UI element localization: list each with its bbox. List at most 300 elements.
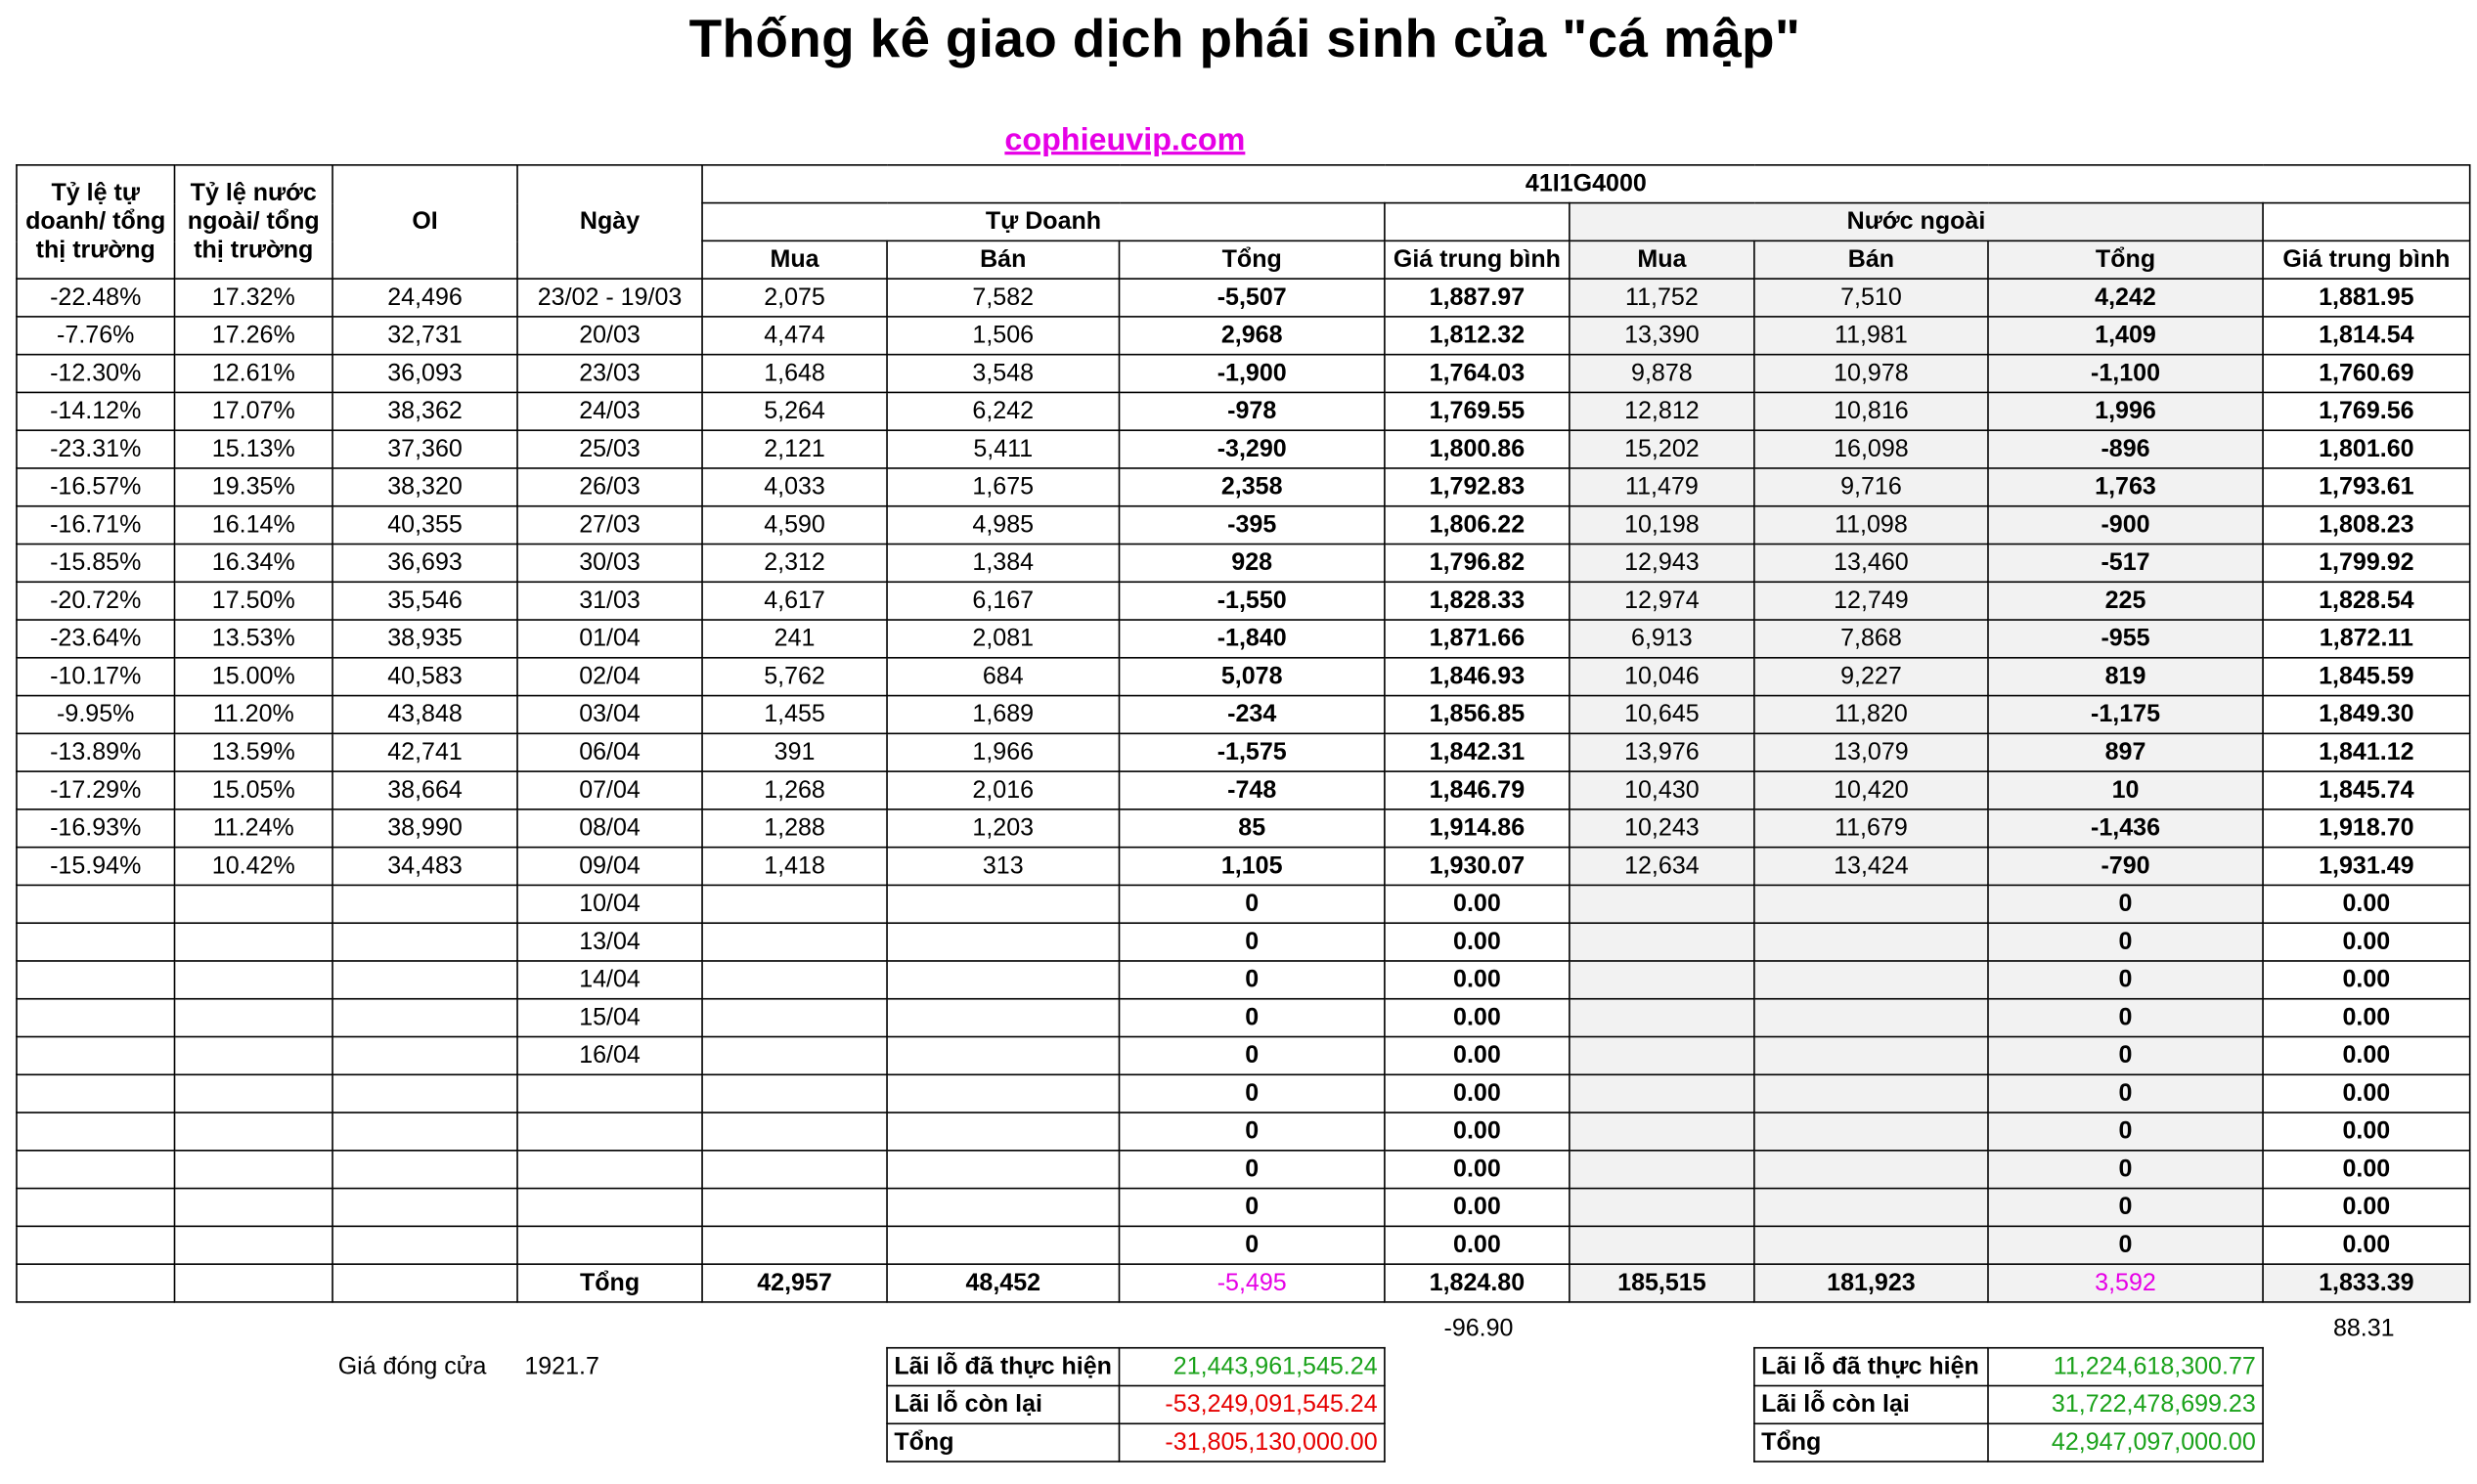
table-row bbox=[17, 1226, 2470, 1264]
cell-nn-gia-tb: 0.00 bbox=[2263, 923, 2470, 961]
cell-td-tong: 2,358 bbox=[1120, 468, 1385, 506]
cell-td-gia-tb: 1,769.55 bbox=[1385, 392, 1570, 430]
table-row bbox=[17, 1113, 2470, 1151]
cell-ty-le-nuoc-ngoai: 15.13% bbox=[175, 430, 333, 468]
cell-ngay: 08/04 bbox=[517, 809, 702, 848]
total-nn-gia: 1,833.39 bbox=[2263, 1264, 2470, 1302]
cell-ngay: 06/04 bbox=[517, 733, 702, 771]
cell-oi bbox=[332, 923, 517, 961]
cell-oi: 38,320 bbox=[332, 468, 517, 506]
cell-nn-tong: -1,436 bbox=[1988, 809, 2263, 848]
cell-oi: 35,546 bbox=[332, 582, 517, 620]
cell-nn-mua: 12,943 bbox=[1570, 545, 1754, 583]
cell-ty-le-tu-doanh bbox=[17, 961, 175, 999]
cell-nn-mua bbox=[1570, 1074, 1754, 1113]
cell-td-gia-tb: 1,796.82 bbox=[1385, 545, 1570, 583]
diff-tu-doanh: -96.90 bbox=[1443, 1315, 1514, 1343]
cell-ngay bbox=[517, 1189, 702, 1227]
cell-nn-ban bbox=[1754, 999, 1988, 1037]
cell-nn-tong: 4,242 bbox=[1988, 279, 2263, 317]
cell-td-mua bbox=[702, 1226, 887, 1264]
cell-nn-gia-tb: 0.00 bbox=[2263, 1226, 2470, 1264]
cell-nn-mua: 10,243 bbox=[1570, 809, 1754, 848]
table-row bbox=[17, 696, 2470, 734]
cell-nn-mua: 6,913 bbox=[1570, 620, 1754, 658]
table-row bbox=[17, 1189, 2470, 1227]
header-nuoc-ngoai: Nước ngoài bbox=[1570, 203, 2263, 241]
cell-ty-le-nuoc-ngoai: 17.26% bbox=[175, 317, 333, 355]
cell-nn-ban bbox=[1754, 1189, 1988, 1227]
cell-nn-tong: -1,175 bbox=[1988, 696, 2263, 734]
cell-td-mua: 2,121 bbox=[702, 430, 887, 468]
cell-ty-le-nuoc-ngoai: 13.59% bbox=[175, 733, 333, 771]
cell-oi bbox=[332, 999, 517, 1037]
cell-td-gia-tb: 0.00 bbox=[1385, 1037, 1570, 1075]
table-row bbox=[17, 848, 2470, 886]
cell-td-mua: 1,418 bbox=[702, 848, 887, 886]
cell-ngay: 15/04 bbox=[517, 999, 702, 1037]
cell-ngay: 09/04 bbox=[517, 848, 702, 886]
cell-nn-mua: 9,878 bbox=[1570, 355, 1754, 393]
cell-nn-gia-tb: 0.00 bbox=[2263, 999, 2470, 1037]
cell-nn-tong: -955 bbox=[1988, 620, 2263, 658]
cell-nn-gia-tb: 1,931.49 bbox=[2263, 848, 2470, 886]
cell-td-ban bbox=[887, 1151, 1119, 1189]
cell-nn-mua bbox=[1570, 1151, 1754, 1189]
table-row bbox=[17, 961, 2470, 999]
cell-oi bbox=[332, 885, 517, 923]
cell-td-gia-tb: 0.00 bbox=[1385, 999, 1570, 1037]
table-row bbox=[17, 355, 2470, 393]
header-ty-le-nuoc-ngoai: Tỷ lệ nước ngoài/ tổng thị trường bbox=[175, 165, 333, 279]
cell-nn-ban bbox=[1754, 885, 1988, 923]
cell-nn-tong: -517 bbox=[1988, 545, 2263, 583]
cell-nn-gia-tb: 1,872.11 bbox=[2263, 620, 2470, 658]
cell-nn-tong: 0 bbox=[1988, 885, 2263, 923]
cell-nn-gia-tb: 0.00 bbox=[2263, 1037, 2470, 1075]
cell-td-ban: 2,081 bbox=[887, 620, 1119, 658]
cell-ty-le-tu-doanh: -15.94% bbox=[17, 848, 175, 886]
cell-td-ban bbox=[887, 1226, 1119, 1264]
cell-ngay: 23/03 bbox=[517, 355, 702, 393]
cell-nn-ban: 13,079 bbox=[1754, 733, 1988, 771]
cell-oi: 38,664 bbox=[332, 771, 517, 809]
cell-nn-tong: 10 bbox=[1988, 771, 2263, 809]
table-row bbox=[17, 885, 2470, 923]
cell-td-tong: -5,507 bbox=[1120, 279, 1385, 317]
cell-td-gia-tb: 1,812.32 bbox=[1385, 317, 1570, 355]
cell-ty-le-tu-doanh: -7.76% bbox=[17, 317, 175, 355]
cell-td-ban: 4,985 bbox=[887, 506, 1119, 545]
cell-td-tong: -395 bbox=[1120, 506, 1385, 545]
header-nn-gia-tb: Giá trung bình bbox=[2263, 240, 2470, 279]
cell-td-ban: 1,203 bbox=[887, 809, 1119, 848]
cell-ngay: 03/04 bbox=[517, 696, 702, 734]
totals-row bbox=[17, 1264, 2470, 1302]
cell-ty-le-nuoc-ngoai bbox=[175, 1074, 333, 1113]
cell-nn-gia-tb: 1,828.54 bbox=[2263, 582, 2470, 620]
cell-td-tong: 0 bbox=[1120, 1074, 1385, 1113]
header-blank bbox=[1385, 203, 1570, 241]
cell-td-ban bbox=[887, 1037, 1119, 1075]
cell-td-mua: 4,617 bbox=[702, 582, 887, 620]
total-label: Tổng bbox=[517, 1264, 702, 1302]
cell-td-mua: 2,075 bbox=[702, 279, 887, 317]
cell-ngay: 10/04 bbox=[517, 885, 702, 923]
cell-td-gia-tb: 0.00 bbox=[1385, 923, 1570, 961]
table-row bbox=[17, 582, 2470, 620]
cell-td-ban: 313 bbox=[887, 848, 1119, 886]
cell-nn-ban: 13,460 bbox=[1754, 545, 1988, 583]
cell-td-ban: 6,167 bbox=[887, 582, 1119, 620]
cell-nn-mua: 12,634 bbox=[1570, 848, 1754, 886]
cell-td-tong: 85 bbox=[1120, 809, 1385, 848]
cell-td-mua: 1,455 bbox=[702, 696, 887, 734]
cell-td-gia-tb: 1,856.85 bbox=[1385, 696, 1570, 734]
cell-nn-gia-tb: 1,918.70 bbox=[2263, 809, 2470, 848]
cell-td-gia-tb: 1,800.86 bbox=[1385, 430, 1570, 468]
trading-table bbox=[16, 164, 2470, 1303]
cell-td-mua bbox=[702, 1037, 887, 1075]
cell-td-mua bbox=[702, 885, 887, 923]
cell-nn-mua bbox=[1570, 923, 1754, 961]
cell-ngay bbox=[517, 1226, 702, 1264]
header-nn-mua: Mua bbox=[1570, 240, 1754, 279]
cell-nn-mua: 13,976 bbox=[1570, 733, 1754, 771]
table-row bbox=[17, 923, 2470, 961]
cell-ty-le-tu-doanh: -23.64% bbox=[17, 620, 175, 658]
cell-td-ban: 1,384 bbox=[887, 545, 1119, 583]
cell-td-mua: 1,648 bbox=[702, 355, 887, 393]
diff-nuoc-ngoai: 88.31 bbox=[2332, 1315, 2395, 1343]
table-row bbox=[17, 279, 2470, 317]
cell-nn-mua: 10,198 bbox=[1570, 506, 1754, 545]
cell-ty-le-nuoc-ngoai: 16.34% bbox=[175, 545, 333, 583]
cell-ty-le-nuoc-ngoai bbox=[175, 1037, 333, 1075]
cell-td-tong: 2,968 bbox=[1120, 317, 1385, 355]
cell-td-tong: -748 bbox=[1120, 771, 1385, 809]
table-row bbox=[17, 809, 2470, 848]
cell-td-mua: 1,268 bbox=[702, 771, 887, 809]
pnl-value: 31,722,478,699.23 bbox=[1988, 1386, 2263, 1424]
cell-ty-le-tu-doanh: -16.71% bbox=[17, 506, 175, 545]
cell-td-tong: -234 bbox=[1120, 696, 1385, 734]
cell-td-gia-tb: 0.00 bbox=[1385, 1226, 1570, 1264]
table-row bbox=[17, 430, 2470, 468]
cell-td-gia-tb: 1,828.33 bbox=[1385, 582, 1570, 620]
cell-td-tong: 5,078 bbox=[1120, 658, 1385, 696]
cell-ngay bbox=[517, 1074, 702, 1113]
cell-nn-tong: 0 bbox=[1988, 1037, 2263, 1075]
pnl-value: 42,947,097,000.00 bbox=[1988, 1423, 2263, 1462]
header-ngay: Ngày bbox=[517, 165, 702, 279]
cell-td-mua bbox=[702, 1189, 887, 1227]
pnl-row bbox=[1754, 1386, 2263, 1424]
cell-nn-mua: 10,430 bbox=[1570, 771, 1754, 809]
cell-td-ban bbox=[887, 1189, 1119, 1227]
header-td-mua: Mua bbox=[702, 240, 887, 279]
cell-ty-le-tu-doanh: -22.48% bbox=[17, 279, 175, 317]
cell-ty-le-nuoc-ngoai bbox=[175, 1189, 333, 1227]
cell-td-mua: 4,590 bbox=[702, 506, 887, 545]
cell-nn-tong: 0 bbox=[1988, 1226, 2263, 1264]
total-nn-mua: 185,515 bbox=[1570, 1264, 1754, 1302]
cell-nn-gia-tb: 1,814.54 bbox=[2263, 317, 2470, 355]
table-row bbox=[17, 317, 2470, 355]
cell-nn-mua: 11,479 bbox=[1570, 468, 1754, 506]
cell-oi bbox=[332, 1151, 517, 1189]
cell-ty-le-nuoc-ngoai: 11.20% bbox=[175, 696, 333, 734]
cell-td-gia-tb: 0.00 bbox=[1385, 1151, 1570, 1189]
cell-nn-mua: 12,812 bbox=[1570, 392, 1754, 430]
cell-ty-le-nuoc-ngoai bbox=[175, 1151, 333, 1189]
cell-ngay: 26/03 bbox=[517, 468, 702, 506]
cell-nn-mua: 11,752 bbox=[1570, 279, 1754, 317]
cell-td-ban bbox=[887, 961, 1119, 999]
cell-nn-gia-tb: 0.00 bbox=[2263, 1151, 2470, 1189]
cell-td-ban bbox=[887, 885, 1119, 923]
cell-ngay bbox=[517, 1151, 702, 1189]
header-blank bbox=[2263, 203, 2470, 241]
pnl-value: 21,443,961,545.24 bbox=[1120, 1348, 1385, 1386]
cell-nn-gia-tb: 1,845.74 bbox=[2263, 771, 2470, 809]
cell-td-gia-tb: 1,764.03 bbox=[1385, 355, 1570, 393]
cell-td-ban: 3,548 bbox=[887, 355, 1119, 393]
table-row bbox=[17, 392, 2470, 430]
cell-td-tong: 0 bbox=[1120, 1151, 1385, 1189]
cell-nn-ban bbox=[1754, 923, 1988, 961]
cell-nn-tong: -896 bbox=[1988, 430, 2263, 468]
cell-td-mua bbox=[702, 923, 887, 961]
cell-ty-le-nuoc-ngoai: 11.24% bbox=[175, 809, 333, 848]
cell-nn-ban: 10,420 bbox=[1754, 771, 1988, 809]
cell-nn-gia-tb: 1,881.95 bbox=[2263, 279, 2470, 317]
pnl-row bbox=[887, 1386, 1385, 1424]
pnl-label: Tổng bbox=[1754, 1423, 1988, 1462]
cell-nn-tong: 0 bbox=[1988, 961, 2263, 999]
cell-nn-ban: 10,978 bbox=[1754, 355, 1988, 393]
cell-td-ban: 2,016 bbox=[887, 771, 1119, 809]
table-row bbox=[17, 506, 2470, 545]
cell-ty-le-nuoc-ngoai bbox=[175, 1113, 333, 1151]
cell-ty-le-nuoc-ngoai: 10.42% bbox=[175, 848, 333, 886]
cell-td-tong: -978 bbox=[1120, 392, 1385, 430]
cell-oi: 36,093 bbox=[332, 355, 517, 393]
cell-nn-mua: 10,046 bbox=[1570, 658, 1754, 696]
cell-td-gia-tb: 1,930.07 bbox=[1385, 848, 1570, 886]
cell-td-gia-tb: 0.00 bbox=[1385, 885, 1570, 923]
cell-ty-le-nuoc-ngoai: 12.61% bbox=[175, 355, 333, 393]
total-td-mua: 42,957 bbox=[702, 1264, 887, 1302]
cell-td-tong: -1,840 bbox=[1120, 620, 1385, 658]
cell-oi bbox=[332, 1113, 517, 1151]
cell-td-mua: 4,474 bbox=[702, 317, 887, 355]
cell-ty-le-tu-doanh bbox=[17, 1226, 175, 1264]
cell-td-mua: 241 bbox=[702, 620, 887, 658]
cell-ty-le-nuoc-ngoai bbox=[175, 1226, 333, 1264]
cell-ty-le-tu-doanh: -16.57% bbox=[17, 468, 175, 506]
cell-td-mua: 2,312 bbox=[702, 545, 887, 583]
pnl-value: 11,224,618,300.77 bbox=[1988, 1348, 2263, 1386]
cell-ty-le-tu-doanh: -9.95% bbox=[17, 696, 175, 734]
cell-td-tong: 0 bbox=[1120, 961, 1385, 999]
header-nn-ban: Bán bbox=[1754, 240, 1988, 279]
cell-td-tong: 0 bbox=[1120, 923, 1385, 961]
cell-ngay: 20/03 bbox=[517, 317, 702, 355]
cell-ty-le-nuoc-ngoai: 15.05% bbox=[175, 771, 333, 809]
cell-ty-le-tu-doanh: -12.30% bbox=[17, 355, 175, 393]
cell-ngay: 23/02 - 19/03 bbox=[517, 279, 702, 317]
cell-td-mua bbox=[702, 1113, 887, 1151]
cell-ty-le-tu-doanh bbox=[17, 1074, 175, 1113]
cell-ngay: 14/04 bbox=[517, 961, 702, 999]
cell-oi: 34,483 bbox=[332, 848, 517, 886]
cell-ty-le-nuoc-ngoai bbox=[175, 999, 333, 1037]
cell-ty-le-nuoc-ngoai: 16.14% bbox=[175, 506, 333, 545]
pnl-label: Lãi lỗ còn lại bbox=[1754, 1386, 1988, 1424]
cell-ty-le-tu-doanh bbox=[17, 1189, 175, 1227]
cell-td-tong: -1,900 bbox=[1120, 355, 1385, 393]
total-nn-tong: 3,592 bbox=[1988, 1264, 2263, 1302]
cell-nn-mua: 15,202 bbox=[1570, 430, 1754, 468]
cell-nn-ban: 9,716 bbox=[1754, 468, 1988, 506]
cell-nn-gia-tb: 0.00 bbox=[2263, 1113, 2470, 1151]
cell-oi bbox=[332, 1189, 517, 1227]
cell-ty-le-nuoc-ngoai: 13.53% bbox=[175, 620, 333, 658]
cell-nn-ban: 11,679 bbox=[1754, 809, 1988, 848]
cell-nn-tong: 1,763 bbox=[1988, 468, 2263, 506]
cell-oi bbox=[332, 961, 517, 999]
total-nn-ban: 181,923 bbox=[1754, 1264, 1988, 1302]
cell-ty-le-tu-doanh: -13.89% bbox=[17, 733, 175, 771]
pnl-row bbox=[887, 1348, 1385, 1386]
cell-td-ban: 7,582 bbox=[887, 279, 1119, 317]
header-td-ban: Bán bbox=[887, 240, 1119, 279]
header-td-tong: Tổng bbox=[1120, 240, 1385, 279]
cell-td-mua bbox=[702, 961, 887, 999]
cell-oi: 40,583 bbox=[332, 658, 517, 696]
cell-oi: 43,848 bbox=[332, 696, 517, 734]
header-td-gia-tb: Giá trung bình bbox=[1385, 240, 1570, 279]
cell-td-tong: -1,575 bbox=[1120, 733, 1385, 771]
cell-ty-le-nuoc-ngoai: 17.32% bbox=[175, 279, 333, 317]
cell-ngay: 24/03 bbox=[517, 392, 702, 430]
closing-price-value: 1921.7 bbox=[524, 1353, 599, 1380]
cell-td-gia-tb: 1,792.83 bbox=[1385, 468, 1570, 506]
table-row bbox=[17, 1074, 2470, 1113]
cell-nn-tong: 0 bbox=[1988, 1151, 2263, 1189]
total-blank bbox=[17, 1264, 175, 1302]
cell-oi bbox=[332, 1037, 517, 1075]
cell-nn-mua bbox=[1570, 961, 1754, 999]
cell-td-tong: 1,105 bbox=[1120, 848, 1385, 886]
header-tu-doanh: Tự Doanh bbox=[702, 203, 1385, 241]
cell-td-tong: 0 bbox=[1120, 885, 1385, 923]
pnl-table-tu-doanh bbox=[886, 1347, 1385, 1462]
closing-price-label: Giá đóng cửa bbox=[337, 1353, 487, 1380]
cell-nn-gia-tb: 0.00 bbox=[2263, 1189, 2470, 1227]
cell-nn-ban: 11,981 bbox=[1754, 317, 1988, 355]
cell-nn-mua bbox=[1570, 1189, 1754, 1227]
cell-td-mua: 5,264 bbox=[702, 392, 887, 430]
cell-ty-le-tu-doanh bbox=[17, 923, 175, 961]
header-oi: OI bbox=[332, 165, 517, 279]
pnl-row bbox=[1754, 1423, 2263, 1462]
cell-ty-le-tu-doanh: -15.85% bbox=[17, 545, 175, 583]
cell-nn-ban: 10,816 bbox=[1754, 392, 1988, 430]
cell-ngay: 31/03 bbox=[517, 582, 702, 620]
page-title: Thống kê giao dịch phái sinh của "cá mập" bbox=[688, 9, 1801, 70]
table-row bbox=[17, 733, 2470, 771]
cell-nn-tong: 0 bbox=[1988, 923, 2263, 961]
table-row bbox=[17, 658, 2470, 696]
cell-oi: 38,935 bbox=[332, 620, 517, 658]
cell-ngay: 30/03 bbox=[517, 545, 702, 583]
cell-nn-ban: 11,820 bbox=[1754, 696, 1988, 734]
table-row bbox=[17, 1037, 2470, 1075]
cell-td-ban bbox=[887, 923, 1119, 961]
pnl-row bbox=[1754, 1348, 2263, 1386]
cell-td-ban: 1,689 bbox=[887, 696, 1119, 734]
pnl-label: Tổng bbox=[887, 1423, 1119, 1462]
cell-nn-gia-tb: 1,799.92 bbox=[2263, 545, 2470, 583]
cell-nn-tong: 1,409 bbox=[1988, 317, 2263, 355]
cell-nn-ban: 9,227 bbox=[1754, 658, 1988, 696]
cell-ty-le-tu-doanh: -16.93% bbox=[17, 809, 175, 848]
table-row bbox=[17, 1151, 2470, 1189]
cell-nn-gia-tb: 0.00 bbox=[2263, 885, 2470, 923]
cell-td-gia-tb: 0.00 bbox=[1385, 1113, 1570, 1151]
cell-oi: 37,360 bbox=[332, 430, 517, 468]
cell-nn-gia-tb: 1,793.61 bbox=[2263, 468, 2470, 506]
cell-td-ban: 684 bbox=[887, 658, 1119, 696]
cell-nn-tong: 0 bbox=[1988, 999, 2263, 1037]
cell-ty-le-tu-doanh: -17.29% bbox=[17, 771, 175, 809]
cell-td-ban bbox=[887, 1074, 1119, 1113]
table-row bbox=[17, 771, 2470, 809]
cell-nn-ban: 13,424 bbox=[1754, 848, 1988, 886]
table-row bbox=[17, 999, 2470, 1037]
cell-td-ban: 1,675 bbox=[887, 468, 1119, 506]
cell-nn-ban: 11,098 bbox=[1754, 506, 1988, 545]
cell-oi bbox=[332, 1226, 517, 1264]
website-link[interactable]: cophieuvip.com bbox=[1004, 123, 1246, 158]
cell-ty-le-tu-doanh bbox=[17, 1151, 175, 1189]
cell-ngay: 07/04 bbox=[517, 771, 702, 809]
pnl-table-nuoc-ngoai bbox=[1753, 1347, 2264, 1462]
cell-oi bbox=[332, 1074, 517, 1113]
table-row bbox=[17, 468, 2470, 506]
cell-td-gia-tb: 1,846.79 bbox=[1385, 771, 1570, 809]
cell-oi: 38,362 bbox=[332, 392, 517, 430]
cell-td-gia-tb: 0.00 bbox=[1385, 1189, 1570, 1227]
cell-nn-mua bbox=[1570, 1226, 1754, 1264]
cell-nn-gia-tb: 1,760.69 bbox=[2263, 355, 2470, 393]
cell-ngay: 16/04 bbox=[517, 1037, 702, 1075]
cell-nn-mua bbox=[1570, 999, 1754, 1037]
cell-nn-gia-tb: 1,801.60 bbox=[2263, 430, 2470, 468]
cell-td-gia-tb: 0.00 bbox=[1385, 961, 1570, 999]
cell-ty-le-nuoc-ngoai: 15.00% bbox=[175, 658, 333, 696]
cell-td-gia-tb: 1,887.97 bbox=[1385, 279, 1570, 317]
cell-ty-le-tu-doanh: -20.72% bbox=[17, 582, 175, 620]
cell-nn-mua bbox=[1570, 885, 1754, 923]
cell-nn-ban bbox=[1754, 1074, 1988, 1113]
cell-td-ban: 5,411 bbox=[887, 430, 1119, 468]
cell-ty-le-nuoc-ngoai: 17.50% bbox=[175, 582, 333, 620]
cell-ty-le-tu-doanh: -14.12% bbox=[17, 392, 175, 430]
cell-td-tong: -1,550 bbox=[1120, 582, 1385, 620]
